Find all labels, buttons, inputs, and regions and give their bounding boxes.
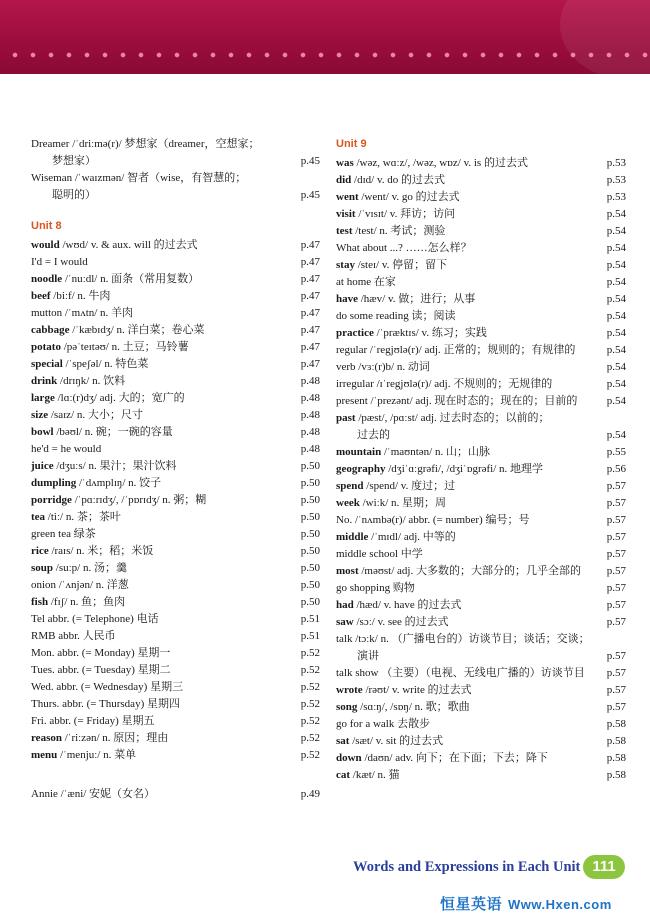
- word-entry: [336, 342, 626, 359]
- entry-page: p.47: [300, 307, 320, 319]
- entry-page: p.54: [606, 259, 626, 271]
- entry-page: p.57: [606, 548, 626, 560]
- entry-text: Wed. abbr. (= Wednesday) 星期三: [31, 681, 184, 693]
- unit-9-word-list: [336, 155, 626, 784]
- entry-page: p.47: [300, 358, 320, 370]
- watermark: [440, 893, 612, 914]
- word-entry: [31, 747, 320, 764]
- unit-8-word-list: [31, 237, 320, 764]
- entry-page: p.47: [300, 239, 320, 251]
- entry-text: /raɪs/ n. 米；稻；米饭: [48, 545, 154, 557]
- entry-headword: past: [336, 412, 356, 424]
- word-entry: [31, 254, 320, 271]
- word-entry: [336, 767, 626, 784]
- entry-headword: test: [336, 225, 353, 237]
- word-entry: [336, 155, 626, 172]
- word-entry: [336, 529, 626, 546]
- entry-headword: geography: [336, 463, 386, 475]
- word-entry: [31, 543, 320, 560]
- entry-text: talk /tɔːk/ n. （广播电台的）访谈节目；谈话；交谈；: [336, 633, 590, 645]
- entry-text: /ˈvɪsɪt/ v. 拜访；访问: [355, 208, 456, 220]
- entry-headword: sat: [336, 735, 350, 747]
- entry-headword: down: [336, 752, 362, 764]
- entry-text: Tel abbr. (= Telephone) 电话: [31, 613, 159, 625]
- entry-page: p.56: [606, 463, 626, 475]
- word-entry: [336, 223, 626, 240]
- entry-page: p.50: [300, 562, 320, 574]
- entry-text: /pæst/, /pɑːst/ adj. 过去时态的；以前的；: [355, 412, 550, 424]
- entry-text: /ˈdʌmplɪŋ/ n. 饺子: [76, 477, 162, 489]
- word-entry: [31, 628, 320, 645]
- entry-text: /pəˈteɪtəʊ/ n. 土豆；马铃薯: [60, 341, 189, 353]
- entry-page: p.54: [606, 276, 626, 288]
- entry-page: p.54: [606, 378, 626, 390]
- entry-page: p.55: [606, 446, 626, 458]
- entry-headword: fish: [31, 596, 49, 608]
- entry-page: p.52: [300, 664, 320, 676]
- entry-page: p.53: [606, 191, 626, 203]
- entry-text: Dreamer /ˈdriːmə(r)/ 梦想家（dreamer，空想家；: [31, 138, 260, 150]
- word-entry: [31, 492, 320, 509]
- entry-text: /hæd/ v. have 的过去式: [353, 599, 462, 611]
- entry-text: /hæv/ v. 做；进行；从事: [358, 293, 476, 305]
- word-entry: [336, 172, 626, 189]
- entry-text: /sæt/ v. sit 的过去式: [349, 735, 444, 747]
- entry-text: /drɪŋk/ n. 饮料: [57, 375, 126, 387]
- entry-text: /ˈpræktɪs/ v. 练习；实践: [373, 327, 487, 339]
- entry-text: go shopping 购物: [336, 582, 415, 594]
- entry-headword: reason: [31, 732, 62, 744]
- entry-headword: tea: [31, 511, 46, 523]
- entry-page: p.54: [606, 310, 626, 322]
- entry-text: /tiː/ n. 茶；茶叶: [45, 511, 121, 523]
- intro-list: [31, 136, 320, 204]
- entry-page: p.49: [300, 788, 320, 800]
- entry-text: Fri. abbr. (= Friday) 星期五: [31, 715, 155, 727]
- entry-text: /went/ v. go 的过去式: [358, 191, 460, 203]
- entry-page: p.57: [606, 565, 626, 577]
- entry-page: p.47: [300, 341, 320, 353]
- entry-page: p.47: [300, 273, 320, 285]
- entry-headword: beef: [31, 290, 51, 302]
- entry-text: /ˈkæbɪdʒ/ n. 洋白菜；卷心菜: [69, 324, 205, 336]
- word-entry: [31, 356, 320, 373]
- entry-page: p.48: [300, 426, 320, 438]
- word-entry: [336, 376, 626, 393]
- word-entry: [31, 458, 320, 475]
- word-entry: [31, 475, 320, 492]
- word-entry: [336, 325, 626, 342]
- entry-page: p.57: [606, 480, 626, 492]
- entry-text: irregular /ɪˈregjʊlə(r)/ adj. 不规则的；无规律的: [336, 378, 553, 390]
- entry-headword: noodle: [31, 273, 63, 285]
- entry-text: he'd = he would: [31, 443, 102, 455]
- entry-text: go for a walk 去散步: [336, 718, 431, 730]
- word-entry: [31, 288, 320, 305]
- entry-text: /dɪd/ v. do 的过去式: [351, 174, 446, 186]
- word-entry: [31, 730, 320, 747]
- word-entry: [336, 189, 626, 206]
- entry-text: /kæt/ n. 猫: [350, 769, 400, 781]
- entry-text: /fɪʃ/ n. 鱼；鱼肉: [48, 596, 126, 608]
- entry-text: /biːf/ n. 牛肉: [50, 290, 111, 302]
- entry-text: Annie /ˈæni/ 安妮（女名）: [31, 788, 156, 800]
- entry-page: p.50: [300, 460, 320, 472]
- entry-page: p.58: [606, 769, 626, 781]
- entry-headword: most: [336, 565, 359, 577]
- entry-page: p.48: [300, 392, 320, 404]
- entry-page: p.51: [300, 613, 320, 625]
- word-entry: [31, 713, 320, 730]
- entry-headword: practice: [336, 327, 374, 339]
- entry-headword: have: [336, 293, 358, 305]
- word-entry: [336, 308, 626, 325]
- entry-page: p.54: [606, 327, 626, 339]
- entry-headword: rice: [31, 545, 49, 557]
- entry-text: verb /vɜː(r)b/ n. 动词: [336, 361, 430, 373]
- word-entry: [31, 424, 320, 441]
- word-entry: [336, 257, 626, 274]
- entry-headword: menu: [31, 749, 58, 761]
- entry-headword: visit: [336, 208, 356, 220]
- entry-text: I'd = I would: [31, 256, 88, 268]
- entry-page: p.50: [300, 528, 320, 540]
- entry-headword: bowl: [31, 426, 54, 438]
- word-entry: [31, 271, 320, 288]
- entry-headword: mountain: [336, 446, 382, 458]
- entry-page: p.48: [300, 375, 320, 387]
- word-entry: [336, 750, 626, 767]
- watermark-brand: 恒星英语: [440, 896, 503, 913]
- entry-page: p.45: [300, 155, 320, 167]
- word-entry: [336, 461, 626, 478]
- entry-text: mutton /ˈmʌtn/ n. 羊肉: [31, 307, 134, 319]
- word-entry: [31, 373, 320, 390]
- entry-page: p.54: [606, 361, 626, 373]
- word-entry: [336, 563, 626, 580]
- entry-page: p.54: [606, 208, 626, 220]
- word-entry: [31, 594, 320, 611]
- word-entry: [31, 679, 320, 696]
- entry-page: p.48: [300, 443, 320, 455]
- entry-page: p.48: [300, 409, 320, 421]
- banner-dot-strip: [0, 51, 650, 59]
- word-entry: [31, 645, 320, 662]
- entry-text: /ˈmɪdl/ adj. 中等的: [368, 531, 456, 543]
- entry-headword: large: [31, 392, 55, 404]
- entry-text: /spend/ v. 度过；过: [363, 480, 456, 492]
- entry-text: /ˈriːzən/ n. 原因；理由: [61, 732, 169, 744]
- entry-text: onion /ˈʌnjən/ n. 洋葱: [31, 579, 129, 591]
- entry-text: /ˈmaʊntən/ n. 山；山脉: [381, 446, 490, 458]
- entry-continuation: 过去的: [357, 429, 390, 441]
- entry-text: Thurs. abbr. (= Thursday) 星期四: [31, 698, 180, 710]
- entry-headword: spend: [336, 480, 364, 492]
- word-entry: [336, 291, 626, 308]
- entry-text: at home 在家: [336, 276, 396, 288]
- word-entry: [336, 597, 626, 614]
- entry-continuation: 演讲: [357, 650, 379, 662]
- entry-page: p.54: [606, 242, 626, 254]
- entry-continuation: 聪明的）: [52, 189, 96, 201]
- spacer: [31, 764, 320, 786]
- word-entry: [31, 237, 320, 254]
- entry-page: p.57: [606, 616, 626, 628]
- entry-headword: soup: [31, 562, 54, 574]
- entry-continuation: 梦想家）: [52, 155, 96, 167]
- entry-page: p.54: [606, 344, 626, 356]
- entry-page: p.57: [606, 497, 626, 509]
- word-entry: [336, 478, 626, 495]
- word-entry: [31, 560, 320, 577]
- entry-page: p.57: [606, 667, 626, 679]
- word-entry: [31, 611, 320, 628]
- word-entry: [336, 665, 626, 682]
- entry-text: /rəʊt/ v. write 的过去式: [362, 684, 472, 696]
- entry-text: /daʊn/ adv. 向下；在下面；下去；降下: [361, 752, 548, 764]
- entry-headword: went: [336, 191, 359, 203]
- entry-headword: juice: [31, 460, 54, 472]
- entry-page: p.57: [606, 650, 626, 662]
- word-entry: [336, 733, 626, 750]
- entry-headword: middle: [336, 531, 369, 543]
- entry-text: present /ˈprezənt/ adj. 现在时态的；现在的；目前的: [336, 395, 578, 407]
- entry-text: /wʊd/ v. & aux. will 的过去式: [59, 239, 198, 251]
- entry-headword: week: [336, 497, 360, 509]
- watermark-site: Www.Hxen.com: [508, 897, 612, 912]
- entry-page: p.52: [300, 749, 320, 761]
- word-entry: [336, 580, 626, 597]
- entry-page: p.50: [300, 511, 320, 523]
- entry-headword: drink: [31, 375, 58, 387]
- entry-page: p.58: [606, 718, 626, 730]
- entry-headword: would: [31, 239, 60, 251]
- entry-text: /dʒuːs/ n. 果汁；果汁饮料: [53, 460, 177, 472]
- word-entry: [31, 696, 320, 713]
- word-entry: [31, 526, 320, 543]
- entry-page: p.50: [300, 477, 320, 489]
- word-entry: [336, 359, 626, 376]
- entry-page: p.52: [300, 647, 320, 659]
- unit-8-title: Unit 8: [31, 220, 62, 232]
- entry-text: regular /ˈregjʊlə(r)/ adj. 正常的；规则的；有规律的: [336, 344, 576, 356]
- entry-text: Tues. abbr. (= Tuesday) 星期二: [31, 664, 171, 676]
- right-column: [336, 136, 626, 784]
- word-entry: [31, 662, 320, 679]
- page-number-badge: 111: [583, 855, 625, 879]
- entry-page: p.52: [300, 732, 320, 744]
- entry-text: No. /ˈnʌmbə(r)/ abbr. (= number) 编号；号: [336, 514, 530, 526]
- entry-text: /ˈspeʃəl/ n. 特色菜: [62, 358, 149, 370]
- entry-page: p.57: [606, 599, 626, 611]
- entry-page: p.53: [606, 157, 626, 169]
- entry-text: talk show （主要）（电视、无线电广播的）访谈节目: [336, 667, 585, 679]
- entry-headword: porridge: [31, 494, 72, 506]
- entry-page: p.57: [606, 684, 626, 696]
- entry-text: /steɪ/ v. 停留；留下: [354, 259, 448, 271]
- entry-headword: stay: [336, 259, 355, 271]
- entry-page: p.57: [606, 701, 626, 713]
- entry-page: p.50: [300, 579, 320, 591]
- entry-headword: did: [336, 174, 352, 186]
- word-entry: [336, 410, 626, 444]
- entry-text: /saɪz/ n. 大小；尺寸: [48, 409, 143, 421]
- word-entry: [31, 577, 320, 594]
- entry-page: p.50: [300, 596, 320, 608]
- entry-page: p.58: [606, 735, 626, 747]
- word-entry: [336, 495, 626, 512]
- word-entry: [31, 136, 320, 170]
- entry-text: /ˈmenjuː/ n. 菜单: [57, 749, 137, 761]
- entry-text: /wəz, wɑːz/, /wəz, wɒz/ v. is 的过去式: [353, 157, 528, 169]
- word-entry: [336, 716, 626, 733]
- entry-page: p.53: [606, 174, 626, 186]
- entry-headword: potato: [31, 341, 61, 353]
- entry-text: What about ...? ……怎么样？: [336, 242, 472, 254]
- entry-text: /lɑː(r)dʒ/ adj. 大的；宽广的: [54, 392, 185, 404]
- word-entry: [336, 682, 626, 699]
- entry-text: /məʊst/ adj. 大多数的；大部分的；几乎全部的: [358, 565, 581, 577]
- entry-text: /suːp/ n. 汤；羹: [53, 562, 127, 574]
- entry-headword: song: [336, 701, 358, 713]
- entry-headword: was: [336, 157, 354, 169]
- entry-headword: cat: [336, 769, 351, 781]
- word-entry: [336, 274, 626, 291]
- entry-text: middle school 中学: [336, 548, 423, 560]
- entry-page: p.58: [606, 752, 626, 764]
- word-entry: [31, 390, 320, 407]
- entry-headword: wrote: [336, 684, 363, 696]
- entry-page: p.47: [300, 290, 320, 302]
- word-entry: [31, 339, 320, 356]
- entry-page: p.54: [606, 225, 626, 237]
- entry-page: p.47: [300, 256, 320, 268]
- word-entry: [31, 305, 320, 322]
- word-entry: [336, 206, 626, 223]
- word-entry: [336, 614, 626, 631]
- banner-decoration: [560, 0, 650, 74]
- word-entry: [336, 444, 626, 461]
- entry-text: /sɔː/ v. see 的过去式: [353, 616, 449, 628]
- entry-headword: dumpling: [31, 477, 77, 489]
- entry-page: p.54: [606, 395, 626, 407]
- word-entry: [31, 170, 320, 204]
- entry-headword: size: [31, 409, 49, 421]
- entry-page: p.52: [300, 698, 320, 710]
- entry-page: p.45: [300, 189, 320, 201]
- entry-page: p.54: [606, 293, 626, 305]
- entry-text: /ˈpɑːrɪdʒ/, /ˈpɒrɪdʒ/ n. 粥；糊: [71, 494, 207, 506]
- entry-text: do some reading 读；阅读: [336, 310, 456, 322]
- word-entry: [336, 631, 626, 665]
- entry-page: p.47: [300, 324, 320, 336]
- header-banner: [0, 0, 650, 74]
- entry-page: p.50: [300, 545, 320, 557]
- entry-text: /dʒiˈɑːgrəfi/, /dʒiˈɒgrəfi/ n. 地理学: [385, 463, 544, 475]
- word-entry: [336, 240, 626, 257]
- entry-text: RMB abbr. 人民币: [31, 630, 116, 642]
- entry-text: /sɑːŋ/, /sɒŋ/ n. 歌；歌曲: [357, 701, 470, 713]
- word-entry: [336, 512, 626, 529]
- entry-page: p.52: [300, 681, 320, 693]
- entry-page: p.57: [606, 582, 626, 594]
- entry-page: p.57: [606, 514, 626, 526]
- entry-page: p.57: [606, 531, 626, 543]
- entry-text: /test/ n. 考试；测验: [352, 225, 446, 237]
- footer-title: Words and Expressions in Each Unit: [353, 859, 581, 875]
- word-entry: [31, 322, 320, 339]
- entry-text: /wiːk/ n. 星期；周: [359, 497, 446, 509]
- word-entry-annie: [31, 786, 320, 803]
- word-entry: [31, 509, 320, 526]
- word-entry: [336, 546, 626, 563]
- entry-text: /ˈnuːdl/ n. 面条（常用复数）: [62, 273, 200, 285]
- entry-page: p.54: [606, 429, 626, 441]
- entry-text: /bəʊl/ n. 碗；一碗的容量: [53, 426, 173, 438]
- entry-headword: saw: [336, 616, 354, 628]
- word-entry: [31, 407, 320, 424]
- entry-headword: special: [31, 358, 63, 370]
- word-entry: [336, 699, 626, 716]
- unit-9-title: Unit 9: [336, 138, 367, 150]
- entry-page: p.52: [300, 715, 320, 727]
- entry-text: green tea 绿茶: [31, 528, 96, 540]
- entry-text: Mon. abbr. (= Monday) 星期一: [31, 647, 171, 659]
- word-entry: [31, 441, 320, 458]
- entry-page: p.50: [300, 494, 320, 506]
- entry-page: p.51: [300, 630, 320, 642]
- entry-headword: had: [336, 599, 354, 611]
- left-column: [31, 136, 320, 803]
- word-entry: [336, 393, 626, 410]
- entry-text: Wiseman /ˈwaɪzmən/ 智者（wise，有智慧的；: [31, 172, 247, 184]
- entry-headword: cabbage: [31, 324, 70, 336]
